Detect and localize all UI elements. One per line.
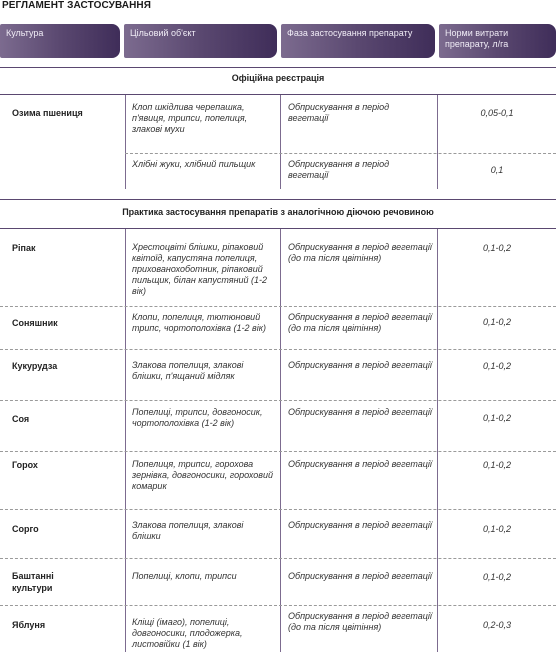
section-title-official: Офіційна реєстрація: [231, 73, 325, 83]
row-divider: [0, 509, 556, 510]
crop-name: Соняшник: [12, 318, 58, 328]
application-rate: 0,1-0,2: [482, 460, 512, 470]
target-pests: Клопи, попелиця, тютюновий трипс, чортополохівка (1-2 вік): [132, 312, 266, 333]
column-divider: [125, 95, 126, 189]
column-divider: [125, 229, 126, 652]
application-rate: 0,1: [490, 165, 504, 175]
row-divider: [0, 306, 556, 307]
column-divider: [280, 229, 281, 652]
row-divider: [0, 605, 556, 606]
section-divider: [0, 228, 556, 229]
target-pests: Клоп шкідлива черепашка, п'явиця, трипси, попелиця, злакові мухи: [132, 102, 248, 134]
application-phase: Обприскування в період вегетації: [288, 571, 432, 581]
application-phase: Обприскування в період вегетації (до та після цвітіння): [288, 312, 432, 333]
crop-name: Баштанні культури: [12, 571, 54, 593]
crop-name: Кукурудза: [12, 361, 58, 371]
column-divider: [437, 229, 438, 652]
application-phase: Обприскування в період вегетації: [288, 102, 390, 123]
crop-name: Горох: [12, 460, 38, 470]
target-pests: Кліщі (імаго), попелиці, довгоносики, плодожерка, листовійки (1 вік): [132, 617, 243, 649]
section-divider: [0, 199, 556, 200]
row-divider: [0, 349, 556, 350]
crop-name: Ріпак: [12, 243, 36, 253]
target-pests: Хлібні жуки, хлібний пильщик: [132, 159, 256, 169]
column-divider: [437, 95, 438, 189]
target-pests: Попелиці, трипси, довгоносик, чортополохівка (1-2 вік): [132, 407, 263, 428]
section-divider: [0, 67, 556, 68]
application-rate: 0,1-0,2: [482, 572, 512, 582]
row-divider: [0, 558, 556, 559]
target-pests: Попелиці, клопи, трипси: [132, 571, 237, 581]
column-header-target: Цільовий об'єкт: [124, 24, 277, 58]
crop-name: Соя: [12, 414, 30, 424]
section-divider: [0, 94, 556, 95]
application-phase: Обприскування в період вегетації: [288, 520, 432, 530]
column-header-crop: Культура: [0, 24, 120, 58]
application-phase: Обприскування в період вегетації: [288, 407, 432, 417]
application-rate: 0,1-0,2: [482, 361, 512, 371]
row-divider: [125, 153, 556, 154]
column-divider: [280, 95, 281, 189]
target-pests: Злакова попелиця, злакові блішки: [132, 520, 244, 541]
row-divider: [0, 400, 556, 401]
application-phase: Обприскування в період вегетації: [288, 459, 432, 469]
application-phase: Обприскування в період вегетації (до та після цвітіння): [288, 611, 432, 632]
application-rate: 0,1-0,2: [482, 243, 512, 253]
row-divider: [0, 451, 556, 452]
crop-name: Яблуня: [12, 620, 46, 630]
application-rate: 0,1-0,2: [482, 317, 512, 327]
target-pests: Злакова попелиця, злакові блішки, п'ящаний мідляк: [132, 360, 244, 381]
application-phase: Обприскування в період вегетації: [288, 360, 432, 370]
crop-name: Озима пшениця: [12, 108, 83, 118]
application-phase: Обприскування в період вегетації: [288, 159, 390, 180]
target-pests: Хрестоцвіті блішки, ріпаковий квітоїд, капустяна попелиця, прихованохоботник, ріпаковий пильщик, білан капустяний (1-2 вік): [132, 242, 268, 296]
section-title-practice: Практика застосування препаратів з аналогічною діючою речовиною: [122, 207, 434, 217]
application-phase: Обприскування в період вегетації (до та після цвітіння): [288, 242, 432, 263]
application-rate: 0,2-0,3: [482, 620, 512, 630]
crop-name: Сорго: [12, 524, 39, 534]
application-rate: 0,05-0,1: [480, 108, 514, 118]
column-header-phase: Фаза застосування препарату: [281, 24, 435, 58]
application-rate: 0,1-0,2: [482, 524, 512, 534]
page-title: РЕГЛАМЕНТ ЗАСТОСУВАННЯ: [2, 0, 152, 11]
application-rate: 0,1-0,2: [482, 413, 512, 423]
column-header-rate: Норми витрати препарату, л/га: [439, 24, 556, 58]
target-pests: Попелиця, трипси, горохова зернівка, довгоносики, гороховий комарик: [132, 459, 274, 491]
